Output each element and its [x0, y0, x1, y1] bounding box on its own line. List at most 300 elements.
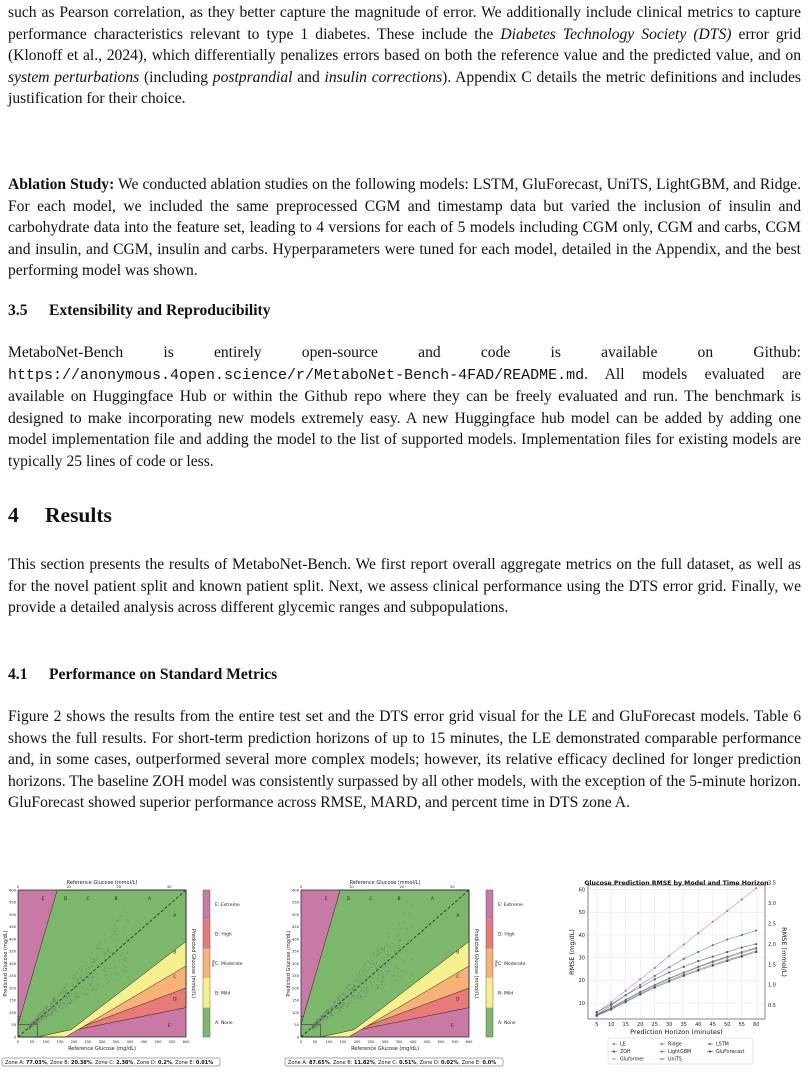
data-point — [610, 1001, 612, 1003]
scatter-point — [318, 1024, 319, 1025]
scatter-point — [85, 965, 86, 966]
scatter-point — [117, 949, 118, 950]
scatter-point — [347, 995, 348, 996]
scatter-point — [69, 1003, 70, 1004]
scatter-point — [343, 1008, 344, 1009]
scatter-point — [46, 1009, 47, 1010]
scatter-point — [376, 984, 377, 985]
chart-frame — [588, 885, 765, 1019]
scatter-point — [86, 968, 87, 969]
scatter-point — [87, 989, 88, 990]
scatter-point — [104, 952, 105, 953]
scatter-point — [341, 1007, 342, 1008]
top-tick-label: 10 — [349, 885, 354, 889]
scatter-point — [74, 978, 75, 979]
x-tick-label: 600 — [465, 1040, 473, 1044]
scatter-point — [109, 968, 110, 969]
scatter-point — [91, 958, 92, 959]
scatter-point — [337, 999, 338, 1000]
scatter-point — [378, 950, 379, 951]
scatter-point — [96, 948, 97, 949]
x-tick-label: 450 — [423, 1040, 431, 1044]
data-point — [741, 934, 743, 936]
scatter-point — [377, 987, 378, 988]
data-point — [654, 987, 656, 989]
zone-letter: B — [114, 896, 118, 902]
scatter-point — [116, 947, 117, 948]
scatter-point — [365, 996, 366, 997]
scatter-point — [397, 934, 398, 935]
scatter-point — [74, 1000, 75, 1001]
scatter-point — [78, 982, 79, 983]
scatter-point — [373, 975, 374, 976]
colorbar-label: A: None — [498, 1020, 516, 1026]
y-tick-label: 10 — [578, 1000, 585, 1007]
y-tick-label: 100 — [292, 1010, 299, 1015]
scatter-point — [80, 967, 81, 968]
data-point — [613, 1050, 615, 1052]
right-axis-label: Predicted Glucose (mmol/L) — [190, 928, 196, 999]
scatter-point — [334, 1012, 335, 1013]
scatter-point — [43, 1019, 44, 1020]
legend-label: Ridge — [668, 1042, 682, 1048]
scatter-point — [337, 1007, 338, 1008]
scatter-point — [353, 995, 354, 996]
zone-letter: A — [456, 913, 460, 919]
series-line — [597, 944, 757, 1012]
scatter-point — [337, 1011, 338, 1012]
scatter-point — [115, 965, 116, 966]
scatter-point — [62, 1002, 63, 1003]
scatter-point — [371, 967, 372, 968]
colorbar-segment — [203, 919, 210, 948]
scatter-point — [105, 958, 106, 959]
y-tick-label: 400 — [292, 937, 299, 942]
scatter-point — [37, 1021, 38, 1022]
scatter-point — [335, 1004, 336, 1005]
scatter-point — [60, 993, 61, 994]
data-point — [639, 986, 641, 988]
x-tick-label: 0 — [299, 1040, 303, 1044]
scatter-point — [68, 996, 69, 997]
scatter-point — [347, 1003, 348, 1004]
scatter-point — [358, 993, 359, 994]
scatter-point — [52, 1008, 53, 1009]
data-point — [709, 1050, 711, 1052]
scatter-point — [104, 955, 105, 956]
scatter-point — [38, 1015, 39, 1016]
scatter-point — [382, 978, 383, 979]
legend-label: ZOH — [620, 1050, 631, 1056]
zone-a-low-region — [301, 1025, 321, 1037]
scatter-point — [81, 970, 82, 971]
y-tick-label: 600 — [9, 888, 16, 893]
scatter-point — [327, 1010, 328, 1011]
scatter-point — [385, 966, 386, 967]
scatter-point — [104, 958, 105, 959]
x-tick-label: 200 — [70, 1040, 78, 1044]
data-point — [741, 955, 743, 957]
scatter-point — [326, 1011, 327, 1012]
scatter-point — [366, 988, 367, 989]
x-tick-label: 45 — [709, 1022, 716, 1028]
scatter-point — [376, 961, 377, 962]
scatter-point — [331, 1016, 332, 1017]
scatter-point — [376, 969, 377, 970]
scatter-point — [386, 974, 387, 975]
scatter-point — [378, 974, 379, 975]
scatter-point — [99, 948, 100, 949]
left-axis-label: Predicted Glucose (mg/dL) — [3, 930, 9, 997]
scatter-point — [40, 1013, 41, 1014]
scatter-point — [401, 970, 402, 971]
top-axis-label: Reference Glucose (mmol/L) — [349, 880, 421, 886]
x-tick-label: 500 — [437, 1040, 445, 1044]
scatter-point — [35, 1018, 36, 1019]
scatter-point — [90, 968, 91, 969]
top-tick-label: 20 — [399, 885, 405, 889]
scatter-point — [377, 950, 378, 951]
data-point — [668, 971, 670, 973]
scatter-point — [42, 1017, 43, 1018]
top-tick-label: 0 — [16, 885, 20, 889]
scatter-point — [353, 998, 354, 999]
x-tick-label: 450 — [140, 1040, 148, 1044]
scatter-point — [102, 970, 103, 971]
scatter-point — [317, 1023, 318, 1024]
scatter-point — [400, 928, 401, 929]
scatter-point — [396, 979, 397, 980]
zone-letter: E — [167, 1024, 171, 1030]
scatter-point — [29, 1028, 30, 1029]
data-point — [697, 932, 699, 934]
scatter-point — [325, 1017, 326, 1018]
data-point — [639, 984, 641, 986]
scatter-point — [317, 1019, 318, 1020]
scatter-point — [375, 990, 376, 991]
y-tick-label: 200 — [292, 986, 299, 991]
scatter-point — [114, 924, 115, 925]
y-tick-label: 400 — [9, 937, 16, 942]
top-axis-label: Reference Glucose (mmol/L) — [66, 880, 138, 886]
series-line — [597, 930, 757, 1014]
scatter-point — [342, 998, 343, 999]
colorbar-segment — [203, 890, 210, 919]
scatter-point — [104, 967, 105, 968]
data-point — [755, 887, 757, 889]
data-point — [683, 975, 685, 977]
scatter-point — [49, 1013, 50, 1014]
scatter-point — [93, 959, 94, 960]
scatter-point — [319, 1022, 320, 1023]
scatter-point — [64, 1004, 65, 1005]
section-heading-4-1: 4.1 Performance on Standard Metrics — [8, 666, 278, 683]
scatter-point — [128, 921, 129, 922]
colorbar-label: B: Mild — [498, 991, 514, 997]
scatter-point — [53, 999, 54, 1000]
scatter-point — [385, 964, 386, 965]
scatter-point — [65, 993, 66, 994]
data-point — [741, 946, 743, 948]
scatter-point — [54, 1005, 55, 1006]
scatter-point — [55, 1000, 56, 1001]
scatter-point — [389, 963, 390, 964]
colorbar-risk-label: Risk — [211, 960, 215, 967]
scatter-point — [367, 972, 368, 973]
x-tick-label: 400 — [409, 1040, 417, 1044]
section-heading-4: 4 Results — [8, 503, 112, 527]
scatter-point — [91, 989, 92, 990]
left-axis-label: Predicted Glucose (mg/dL) — [286, 930, 292, 997]
scatter-point — [367, 986, 368, 987]
x-tick-label: 25 — [651, 1022, 658, 1028]
scatter-point — [120, 916, 121, 917]
scatter-point — [98, 978, 99, 979]
x-tick-label: 200 — [353, 1040, 361, 1044]
scatter-point — [66, 984, 67, 985]
scatter-point — [368, 961, 369, 962]
scatter-point — [40, 1018, 41, 1019]
colorbar-label: E: Extreme — [498, 903, 523, 909]
scatter-point — [376, 957, 377, 958]
scatter-point — [372, 963, 373, 964]
scatter-point — [330, 1011, 331, 1012]
scatter-point — [408, 938, 409, 939]
scatter-point — [352, 988, 353, 989]
scatter-point — [345, 994, 346, 995]
zone-letter: A — [148, 896, 152, 902]
scatter-point — [72, 978, 73, 979]
scatter-point — [69, 994, 70, 995]
zone-letter: B — [456, 950, 460, 956]
scatter-point — [384, 947, 385, 948]
scatter-point — [65, 989, 66, 990]
scatter-point — [365, 980, 366, 981]
scatter-point — [357, 996, 358, 997]
top-tick-label: 30 — [449, 885, 455, 889]
scatter-point — [56, 1000, 57, 1001]
x-tick-label: 250 — [84, 1040, 92, 1044]
scatter-point — [366, 983, 367, 984]
x-tick-label: 55 — [738, 1022, 745, 1028]
scatter-point — [83, 965, 84, 966]
scatter-point — [315, 1022, 316, 1023]
scatter-point — [321, 1021, 322, 1022]
scatter-point — [376, 968, 377, 969]
github-link[interactable]: https://anonymous.4open.science/r/MetaboNet-Bench-4FAD/README.md — [8, 366, 585, 384]
y-tick-label: 50 — [294, 1023, 299, 1028]
scatter-point — [411, 905, 412, 906]
scatter-point — [360, 991, 361, 992]
rmse-chart — [568, 880, 788, 1064]
scatter-point — [50, 1014, 51, 1015]
top-tick-label: 10 — [66, 885, 71, 889]
right-axis-label: Predicted Glucose (mmol/L) — [473, 928, 479, 999]
scatter-point — [412, 926, 413, 927]
scatter-point — [330, 1006, 331, 1007]
scatter-point — [117, 928, 118, 929]
colorbar-label: A: None — [215, 1020, 233, 1026]
scatter-point — [99, 955, 100, 956]
scatter-point — [400, 975, 401, 976]
data-point — [625, 994, 627, 996]
scatter-point — [342, 1001, 343, 1002]
scatter-point — [53, 1010, 54, 1011]
scatter-point — [95, 974, 96, 975]
scatter-point — [65, 991, 66, 992]
scatter-point — [412, 959, 413, 960]
legend-label: LightGBM — [668, 1050, 692, 1056]
legend-label: LSTM — [716, 1042, 729, 1048]
zone-letter: B — [397, 896, 401, 902]
scatter-point — [361, 987, 362, 988]
scatter-point — [34, 1024, 35, 1025]
scatter-point — [359, 972, 360, 973]
scatter-point — [74, 998, 75, 999]
scatter-point — [379, 974, 380, 975]
y-tick-label: 450 — [292, 925, 299, 930]
colorbar-risk-label: Risk — [494, 960, 498, 967]
scatter-point — [399, 924, 400, 925]
figure-2 — [0, 878, 809, 1069]
scatter-point — [117, 980, 118, 981]
scatter-point — [398, 968, 399, 969]
chart-title: Glucose Prediction RMSE by Model and Time Horizon — [584, 880, 769, 887]
scatter-point — [41, 1012, 42, 1013]
scatter-point — [124, 960, 125, 961]
scatter-point — [70, 1001, 71, 1002]
scatter-point — [354, 992, 355, 993]
scatter-point — [81, 977, 82, 978]
scatter-point — [313, 1025, 314, 1026]
scatter-point — [319, 1019, 320, 1020]
scatter-point — [361, 974, 362, 975]
y-tick-label: 250 — [9, 974, 16, 979]
colorbar-segment — [486, 1008, 493, 1037]
scatter-point — [388, 937, 389, 938]
scatter-point — [112, 928, 113, 929]
scatter-point — [46, 1008, 47, 1009]
scatter-point — [71, 982, 72, 983]
x-tick-label: 150 — [56, 1040, 64, 1044]
data-point — [610, 1008, 612, 1010]
scatter-point — [330, 1014, 331, 1015]
zone-letter: D — [346, 896, 351, 902]
scatter-point — [358, 974, 359, 975]
scatter-point — [393, 943, 394, 944]
scatter-point — [47, 1006, 48, 1007]
scatter-point — [316, 1025, 317, 1026]
scatter-point — [361, 978, 362, 979]
data-point — [683, 966, 685, 968]
scatter-point — [43, 1009, 44, 1010]
scatter-point — [362, 967, 363, 968]
scatter-point — [323, 1016, 324, 1017]
scatter-point — [360, 995, 361, 996]
legend-label: UniTS — [668, 1057, 682, 1063]
scatter-point — [349, 990, 350, 991]
y-right-tick-label: 1.0 — [768, 982, 776, 989]
scatter-point — [87, 972, 88, 973]
scatter-point — [46, 1015, 47, 1016]
scatter-point — [29, 1024, 30, 1025]
scatter-point — [368, 991, 369, 992]
scatter-point — [126, 937, 127, 938]
scatter-point — [123, 959, 124, 960]
scatter-point — [51, 1007, 52, 1008]
scatter-point — [48, 1015, 49, 1016]
x-tick-label: 400 — [126, 1040, 134, 1044]
scatter-point — [400, 952, 401, 953]
scatter-point — [366, 966, 367, 967]
data-point — [668, 955, 670, 957]
scatter-point — [116, 934, 117, 935]
scatter-point — [409, 913, 410, 914]
scatter-point — [90, 984, 91, 985]
scatter-point — [75, 975, 76, 976]
scatter-point — [381, 947, 382, 948]
scatter-point — [384, 957, 385, 958]
scatter-point — [378, 972, 379, 973]
data-point — [683, 958, 685, 960]
scatter-point — [388, 956, 389, 957]
scatter-point — [124, 969, 125, 970]
zone-letter: C — [456, 975, 460, 981]
x-tick-label: 5 — [595, 1022, 599, 1028]
scatter-point — [368, 969, 369, 970]
scatter-point — [351, 991, 352, 992]
y-tick-label: 200 — [9, 986, 16, 991]
scatter-point — [371, 960, 372, 961]
scatter-point — [38, 1019, 39, 1020]
scatter-point — [326, 1019, 327, 1020]
scatter-point — [399, 940, 400, 941]
scatter-point — [329, 1011, 330, 1012]
scatter-point — [96, 990, 97, 991]
zone-caption: Zone A: 87.65%, Zone B: 11.82%, Zone C: 0.51%, Zone D: 0.02%, Zone E: 0.0% — [288, 1060, 497, 1066]
dts-error-grid — [2, 880, 243, 1066]
scatter-point — [404, 922, 405, 923]
data-point — [709, 1043, 711, 1045]
scatter-point — [122, 915, 123, 916]
scatter-point — [120, 976, 121, 977]
scatter-point — [347, 986, 348, 987]
scatter-point — [126, 945, 127, 946]
x-tick-label: 550 — [451, 1040, 459, 1044]
data-point — [741, 898, 743, 900]
paragraph-metrics: such as Pearson correlation, as they better capture the magnitude of error. We additionally include clinical metrics to capture performance characteristics relevant to type 1 diabetes. These include the Diabetes Technology Society (DTS) error grid (Klonoff et al., 2024), which differentially penalizes errors based on both the reference value and the predicted value, and on system perturbations (including postprandial and insulin corrections). Appendix C details the metric definitions and includes justification for their choice. — [8, 4, 801, 108]
scatter-point — [396, 958, 397, 959]
scatter-point — [82, 988, 83, 989]
x-tick-label: 50 — [29, 1040, 35, 1044]
scatter-point — [127, 919, 128, 920]
scatter-point — [90, 985, 91, 986]
scatter-point — [333, 1002, 334, 1003]
scatter-point — [355, 990, 356, 991]
y-tick-label: 550 — [292, 900, 299, 905]
scatter-point — [349, 1003, 350, 1004]
scatter-point — [88, 967, 89, 968]
scatter-point — [366, 976, 367, 977]
scatter-point — [60, 992, 61, 993]
scatter-point — [105, 953, 106, 954]
scatter-point — [331, 1008, 332, 1009]
scatter-point — [88, 977, 89, 978]
zone-a-low-region — [18, 1025, 38, 1037]
data-point — [712, 921, 714, 923]
scatter-point — [322, 1018, 323, 1019]
x-tick-label: 30 — [666, 1022, 673, 1028]
